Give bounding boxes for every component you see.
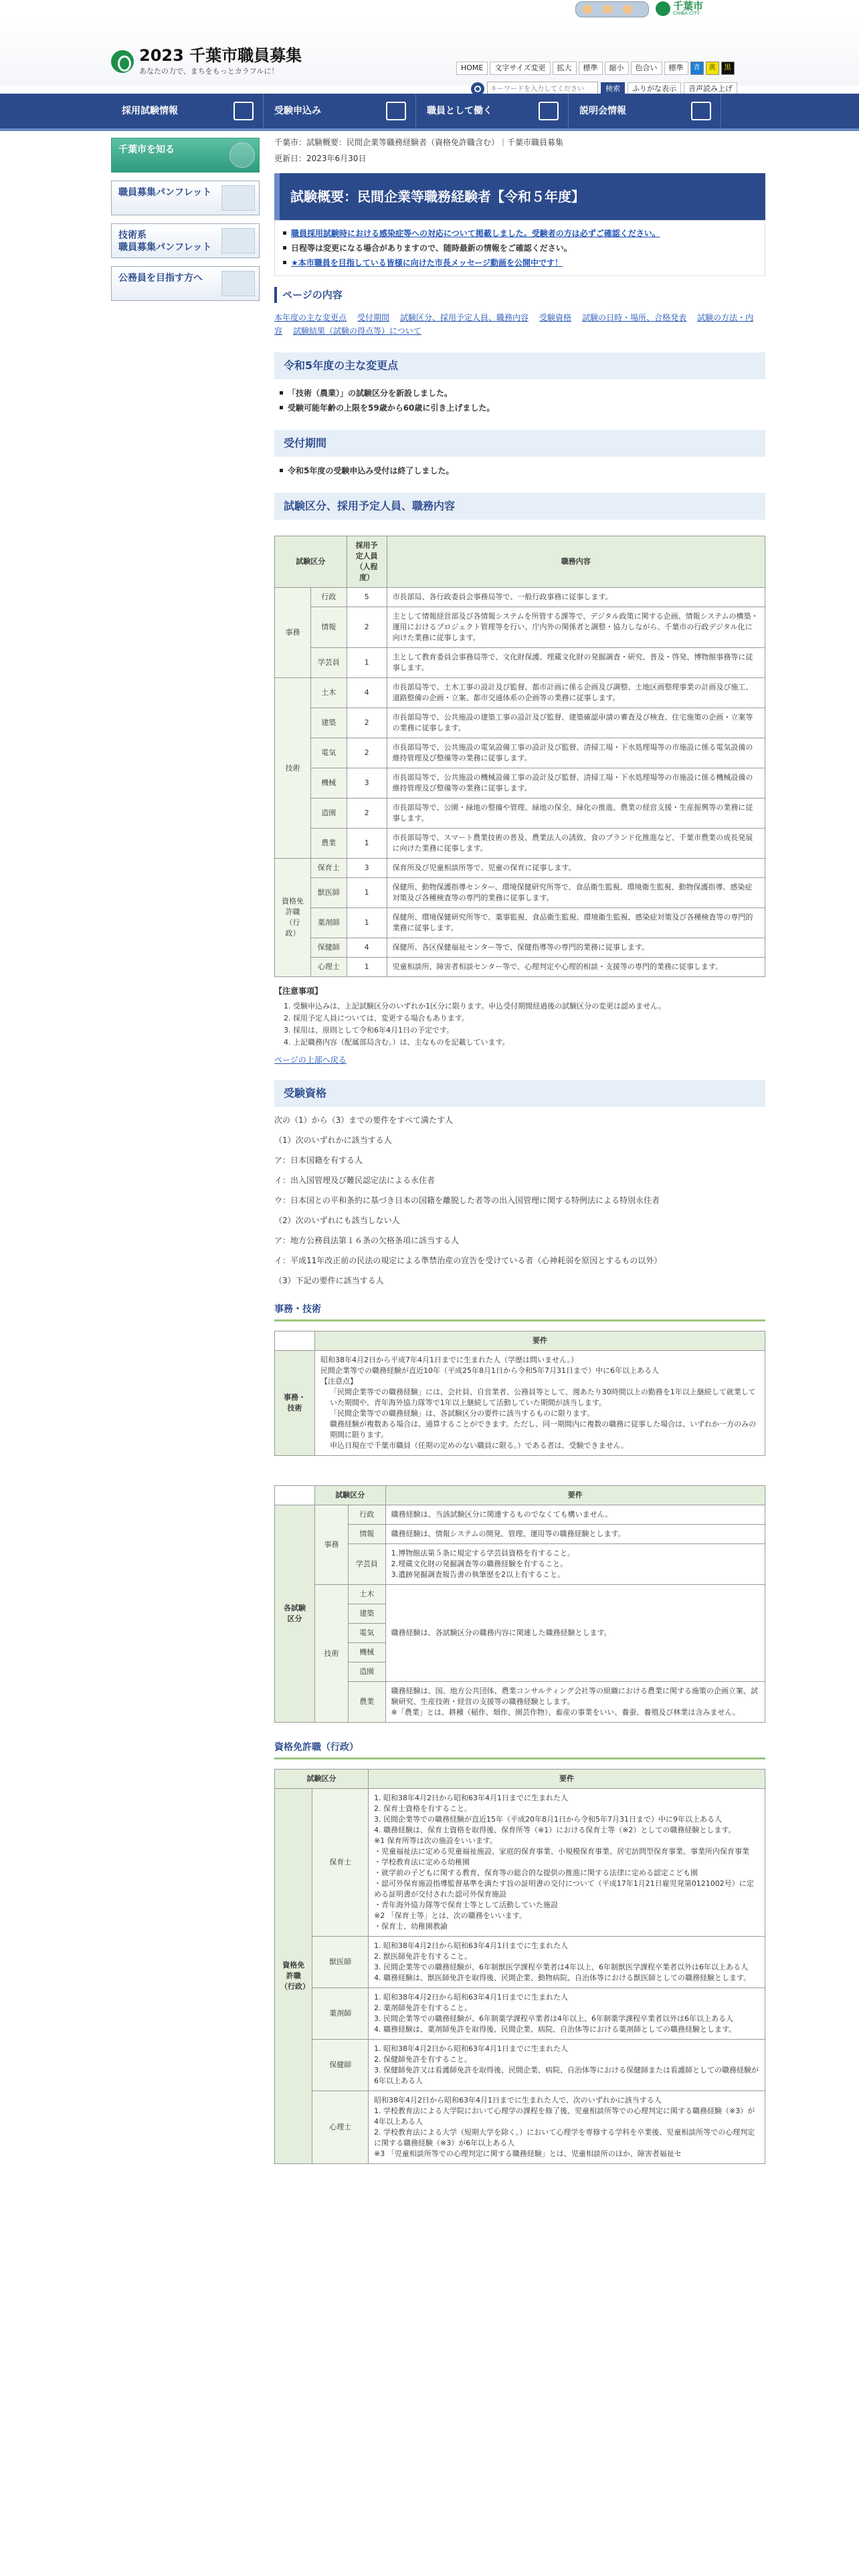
- table-header: 要件: [385, 1486, 765, 1505]
- list-item: 昭和38年4月2日から昭和63年4月1日までに生まれた人で、次のいずれかに該当する人: [374, 2096, 662, 2105]
- requirements-list: [374, 1992, 759, 2035]
- category-cell: 薬剤師: [312, 1988, 369, 2040]
- list-item: 職務経験が複数ある場合は、通算することができます。ただし、同一期間内に複数の職務に従事した場合は、いずれか一方のみの期間に限ります。: [330, 1420, 757, 1439]
- list-item: 3. 民間企業等での職務経験が直近15年（平成20年8月1日から令和5年7月31日まで）中に9年以上ある人: [374, 1815, 722, 1824]
- notice-item: 日程等は変更になる場合がありますので、随時最新の情報をご確認ください。: [283, 241, 757, 255]
- list-item: ※2 「保育士等」とは、次の職務をいいます。: [374, 1911, 527, 1920]
- category-cell: 機械: [349, 1643, 386, 1662]
- section-heading-period: 受付期間: [274, 430, 765, 457]
- list-item: ※1 保育所等は次の施設をいいます。: [374, 1836, 497, 1845]
- table-row: [275, 1544, 765, 1585]
- count-cell: 1: [347, 829, 387, 859]
- table-header: 要件: [369, 1769, 765, 1789]
- paragraph: ア：地方公務員法第１６条の欠格条項に該当する人: [274, 1236, 460, 1245]
- table-row: [275, 958, 765, 977]
- requirements-list: [374, 2044, 759, 2086]
- paragraph: （2）次のいずれにも該当しない人: [274, 1216, 400, 1225]
- count-cell: 2: [347, 798, 387, 829]
- count-cell: 3: [347, 768, 387, 798]
- list-item: ・学校教育法に定める幼稚園: [374, 1858, 470, 1866]
- category-cell: 土木: [349, 1585, 386, 1604]
- duties-cell: 市長部局等で、公園・緑地の整備や管理、緑地の保全、緑化の推進、農業の経営支援・生産振興等の業務に従事します。: [387, 798, 765, 829]
- category-cell: 建築: [311, 708, 347, 738]
- list-item: 3. 民間企業等での職務経験が、6年制薬学課程卒業者は4年以上、6年制薬学課程卒業者以外は6年以上ある人: [374, 2014, 733, 2023]
- category-cell: 情報: [349, 1525, 386, 1544]
- table-row: [275, 588, 765, 607]
- briefcase-icon: [539, 102, 559, 120]
- color-blue-button[interactable]: 青: [690, 62, 704, 75]
- list-item: 2. 学校教育法による大学（短期大学を除く。）において心理学を専修する学科を卒業後、児童相談所等での心理判定に関する職務経験（※3）が6年以上ある人: [374, 2128, 755, 2147]
- requirements-cell: [369, 1789, 765, 1937]
- category-cell: 農業: [349, 1682, 386, 1723]
- nav-label: 説明会情報: [579, 106, 626, 116]
- list-item: 民間企業等での職務経験が直近10年（平成25年8月1日から令和5年7月31日まで）中に6年以上ある人: [320, 1366, 659, 1375]
- table-row: [275, 1585, 765, 1604]
- table-row: [275, 878, 765, 908]
- list-item: ※3 「児童相談所等での心理判定に関する職務経験」とは、児童相談所のほか、障害者福祉セ: [374, 2149, 682, 2158]
- category-cell: 薬剤師: [311, 908, 347, 938]
- count-cell: 2: [347, 607, 387, 648]
- requirements-cell: [315, 1351, 765, 1456]
- notes-heading: 【注意事項】: [274, 986, 323, 996]
- list-item: 2. 保育士資格を有すること。: [374, 1804, 472, 1813]
- category-cell: 電気: [349, 1624, 386, 1643]
- count-cell: 2: [347, 708, 387, 738]
- requirements-cell: [369, 2040, 765, 2091]
- category-cell: 造園: [311, 798, 347, 829]
- nav-work[interactable]: [416, 94, 569, 128]
- people-icon: [221, 271, 255, 296]
- main-content: [274, 136, 765, 2164]
- requirements-list: [374, 1793, 759, 1932]
- table-row: [275, 798, 765, 829]
- category-cell: 情報: [311, 607, 347, 648]
- requirements-list: [374, 2095, 759, 2159]
- paragraph: 次の（1）から（3）までの要件をすべて満たす人: [274, 1115, 454, 1125]
- table-header-empty: [275, 1331, 315, 1351]
- list-item: ・児童福祉法に定める児童福祉施設、家庭的保育事業、小規模保育事業、居宅訪問型保育事業、事業所内保育事業: [374, 1847, 749, 1856]
- duties-cell: 主として情報経営部及び各情報システムを所管する課等で、デジタル政策に関する企画、情報システムの構築・運用におけるプロジェクト管理等を行い、庁内外の関係者と調整・協力しながら、千葉市の行政デジタル化に向けた業務に従事します。: [387, 607, 765, 648]
- table-row: [275, 2040, 765, 2091]
- nav-label: 職員として働く: [427, 106, 492, 116]
- sidebar-pamphlet[interactable]: [111, 181, 260, 215]
- requirements-list: [374, 1941, 759, 1983]
- section-heading-changes: 令和5年度の主な変更点: [274, 352, 765, 379]
- category-cell: 保育士: [311, 859, 347, 878]
- color-label: 色合い: [631, 62, 662, 75]
- table-row: [275, 1525, 765, 1544]
- category-cell: 心理士: [312, 2091, 369, 2164]
- requirements-cell: 職務経験は、当該試験区分に関連するものでなくても構いません。: [385, 1505, 765, 1525]
- presentation-icon: [691, 102, 711, 120]
- list-item: 昭和38年4月2日から平成7年4月1日までに生まれた人（学歴は問いません。）: [320, 1356, 579, 1364]
- list-item: 3. 保健師免許又は看護師免許を取得後、民間企業、病院、自治体等における保健師または看護師としての職務経験が6年以上ある人: [374, 2066, 759, 2085]
- pamphlet-icon: [221, 185, 255, 211]
- group-cell: 資格免許職（行政）: [275, 859, 311, 977]
- duties-cell: 保健所、動物保護指導センター、環境保健研究所等で、食品衛生監視、環境衛生監視、動物保護指導、感染症対策及び各種検査等の専門的業務に従事します。: [387, 878, 765, 908]
- duties-cell: 主として教育委員会事務局等で、文化財保護、埋蔵文化財の発掘調査・研究、普及・啓発、博物館事務等に従事します。: [387, 648, 765, 678]
- list-item: ・青年海外協力隊等で保育士等として活動していた施設: [374, 1901, 558, 1909]
- table-row: [275, 829, 765, 859]
- table-row: [275, 708, 765, 738]
- paragraph: （1）次のいずれかに該当する人: [274, 1136, 392, 1145]
- category-cell: 行政: [311, 588, 347, 607]
- sidebar-label: 職員募集パンフレット: [118, 187, 212, 198]
- qualification-text: [274, 1113, 765, 1287]
- table-header: 採用予定人員（人程度）: [347, 536, 387, 588]
- voice-read-button[interactable]: 音声読み上げ: [684, 82, 737, 96]
- emblem-icon: [229, 142, 255, 168]
- list-item: 3. 採用は、原則として令和6年4月1日の予定です。: [293, 1025, 765, 1037]
- count-cell: 2: [347, 738, 387, 768]
- count-cell: 1: [347, 958, 387, 977]
- sidebar-aspiring[interactable]: [111, 266, 260, 301]
- category-cell: 学芸員: [311, 648, 347, 678]
- table-header: 試験区分: [315, 1486, 386, 1505]
- sidebar-label: 技術系 職員募集パンフレット: [118, 230, 212, 253]
- category-cell: 行政: [349, 1505, 386, 1525]
- requirements-cell: 職務経験は、各試験区分の職務内容に関連した職務経験とします。: [385, 1585, 765, 1682]
- table-row: [275, 607, 765, 648]
- list-item: 申込日現在で千葉市職員（任期の定めのない職員に限る。）である者は、受験できません。: [330, 1441, 629, 1450]
- section-heading-categories: 試験区分、採用予定人員、職務内容: [274, 493, 765, 520]
- list-item: 1. 昭和38年4月2日から昭和63年4月1日までに生まれた人: [374, 1794, 568, 1802]
- list-item: 1. 受験申込みは、上記試験区分のいずれか1区分に限ります。申込受付期間経過後の試験区分の変更は認めません。: [293, 1000, 765, 1012]
- city-name-en: CHIBA CITY: [673, 11, 700, 16]
- category-cell: 獣医師: [312, 1937, 369, 1988]
- notice-box: [274, 220, 765, 276]
- list-item: 1. 学校教育法による大学院において心理学の課程を修了後、児童相談所等での心理判定に関する職務経験（※3）が4年以上ある人: [374, 2107, 755, 2126]
- paragraph: （3）下記の要件に該当する人: [274, 1276, 384, 1285]
- chiba-city-logo[interactable]: [656, 1, 703, 16]
- list-item: 令和5年度の受験申込み受付は終了しました。: [274, 463, 765, 478]
- site-header: [0, 19, 859, 93]
- category-cell: 電気: [311, 738, 347, 768]
- table-row: [275, 2091, 765, 2164]
- list-item: 「民間企業等での職務経験」には、会社員、自営業者、公務員等として、週あたり30時間以上の勤務を1年以上継続して就業していた期間や、青年海外協力隊等で1年以上継続して活動していた期間が該当します。: [330, 1388, 756, 1407]
- category-cell: 保育士: [312, 1789, 369, 1937]
- pencil-icon: [233, 102, 254, 120]
- category-cell: 保健師: [312, 2040, 369, 2091]
- sidebar-label: 公務員を目指す方へ: [118, 273, 203, 284]
- table-row: [275, 1789, 765, 1937]
- toc-link[interactable]: 受験資格: [539, 313, 572, 322]
- duties-cell: 市長部局等で、土木工事の設計及び監督、都市計画に係る企画及び調整、土地区画整理事業の計画及び施工、道路整備の企画・立案、都市交通体系の企画等の業務に従事します。: [387, 678, 765, 708]
- count-cell: 3: [347, 859, 387, 878]
- category-cell: 造園: [349, 1662, 386, 1682]
- requirements-cell: [369, 1988, 765, 2040]
- paragraph: ウ：日本国との平和条約に基づき日本の国籍を離脱した者等の出入国管理に関する特例法による特別永住者: [274, 1196, 660, 1205]
- toc-link[interactable]: 本年度の主な変更点: [274, 313, 347, 322]
- category-cell: 獣医師: [311, 878, 347, 908]
- updated-date: 更新日：2023年6月30日: [274, 154, 367, 163]
- toc-link[interactable]: 試験結果（試験の得点等）について: [293, 326, 421, 336]
- count-cell: 4: [347, 678, 387, 708]
- font-standard-button[interactable]: 標準: [579, 62, 603, 75]
- table-row: [275, 678, 765, 708]
- list-item: 4. 上記職務内容（配属部局含む。）は、主なものを記載しています。: [293, 1037, 765, 1049]
- count-cell: 1: [347, 878, 387, 908]
- requirements-cell: [369, 1937, 765, 1988]
- table-header: 試験区分: [275, 536, 347, 588]
- city-name: 千葉市: [673, 0, 704, 12]
- back-to-top-link[interactable]: ページの上部へ戻る: [274, 1055, 347, 1065]
- table-row: [275, 908, 765, 938]
- list-item: 受験可能年齢の上限を59歳から60歳に引き上げました。: [274, 401, 765, 415]
- search-button[interactable]: 検索: [601, 82, 625, 96]
- category-cell: 農業: [311, 829, 347, 859]
- sidebar-tech-pamphlet[interactable]: [111, 223, 260, 258]
- table-header: 要件: [315, 1331, 765, 1351]
- top-strip: [0, 0, 859, 19]
- toc-link[interactable]: 受付期間: [357, 313, 390, 322]
- list-item: 1. 昭和38年4月2日から昭和63年4月1日までに生まれた人: [374, 2044, 568, 2053]
- group-cell: 技術: [275, 678, 311, 859]
- notice-item[interactable]: 職員採用試験時における感染症等への対応について掲載しました。受験者の方は必ずご確認ください。: [283, 226, 757, 241]
- count-cell: 5: [347, 588, 387, 607]
- emblem-icon: [111, 50, 134, 73]
- site-logo[interactable]: [111, 47, 302, 76]
- subsection-heading-jimu: 事務・技術: [274, 1302, 765, 1321]
- section-heading-qualification: 受験資格: [274, 1080, 765, 1107]
- duties-cell: 市長部局等で、公共施設の建築工事の設計及び監督、建築確認申請の審査及び検査、住宅施策の企画・立案等の業務に従事します。: [387, 708, 765, 738]
- row-label: 各試験区分: [275, 1505, 315, 1723]
- furigana-button[interactable]: ふりがな表示: [628, 82, 681, 96]
- table-header: 試験区分: [275, 1769, 369, 1789]
- font-size-label: 文字サイズ変更: [490, 62, 550, 75]
- table-row: [275, 1505, 765, 1525]
- table-row: [275, 1988, 765, 2040]
- site-title: 2023 千葉市職員募集: [139, 46, 302, 65]
- nav-briefing[interactable]: [569, 94, 721, 128]
- sidebar-label: 千葉市を知る: [118, 144, 175, 155]
- category-cell: 建築: [349, 1604, 386, 1624]
- duties-cell: 市長部局、各行政委員会事務局等で、一般行政事務に従事します。: [387, 588, 765, 607]
- table-row: [275, 738, 765, 768]
- breadcrumb: 千葉市：試験概要：民間企業等職務経験者（資格免許職含む）｜千葉市職員募集: [274, 138, 564, 147]
- license-requirements-table: [274, 1769, 765, 2164]
- category-cell: 土木: [311, 678, 347, 708]
- period-list: [274, 463, 765, 478]
- list-item: 4. 職務経験は、薬剤師免許を取得後、民間企業、病院、自治体等における薬剤師としての職務経験とします。: [374, 2025, 737, 2034]
- list-item: 1. 昭和38年4月2日から昭和63年4月1日までに生まれた人: [374, 1993, 568, 2002]
- duties-cell: 保健所、各区保健福祉センター等で、保健指導等の専門的業務に従事します。: [387, 938, 765, 958]
- font-enlarge-button[interactable]: 拡大: [553, 62, 577, 75]
- paragraph: イ：平成11年改正前の民法の規定による準禁治産の宣告を受けている者（心神耗弱を原因とするもの以外）: [274, 1256, 662, 1265]
- list-item: ・認可外保育施設指導監督基準を満たす旨の証明書の交付について（平成17年1月21日雇児発第0121002号）に定める証明書が交付された認可外保育施設: [374, 1879, 754, 1899]
- pamphlet-icon: [221, 228, 255, 253]
- group-cell: 事務: [315, 1505, 349, 1585]
- jimu-requirements-table: [274, 1331, 765, 1456]
- toc-link[interactable]: 試験の日時・場所、合格発表: [582, 313, 687, 322]
- category-cell: 保健師: [311, 938, 347, 958]
- table-row: [275, 768, 765, 798]
- group-cell: 事務: [275, 588, 311, 678]
- table-row: [275, 1682, 765, 1723]
- list-item: 4. 職務経験は、獣医師免許を取得後、民間企業、動物病院、自治体等における獣医師としての職務経験とします。: [374, 1973, 751, 1982]
- paragraph: ア：日本国籍を有する人: [274, 1156, 363, 1165]
- subsection-heading-shikaku: 資格免許職（行政）: [274, 1740, 765, 1759]
- table-row: [275, 859, 765, 878]
- toc-link[interactable]: 試験の方法・内容: [274, 313, 754, 336]
- list-item: 2. 採用予定人員については、変更する場合もあります。: [293, 1012, 765, 1025]
- changes-list: [274, 386, 765, 415]
- color-black-button[interactable]: 黒: [721, 62, 735, 75]
- group-cell: 技術: [315, 1585, 349, 1723]
- count-cell: 4: [347, 938, 387, 958]
- duties-cell: 保育所及び児童相談所等で、児童の保育に従事します。: [387, 859, 765, 878]
- duties-cell: 児童相談所、障害者相談センター等で、心理判定や心理的相談・支援等の専門的業務に従事します。: [387, 958, 765, 977]
- mouse-icon: [386, 102, 406, 120]
- category-cell: 機械: [311, 768, 347, 798]
- duties-cell: 保健所、環境保健研究所等で、薬事監視、食品衛生監視、環境衛生監視、感染症対策及び各種検査等の専門的業務に従事します。: [387, 908, 765, 938]
- count-cell: 1: [347, 648, 387, 678]
- nav-exam-info[interactable]: [111, 94, 264, 128]
- requirements-cell: 職務経験は、情報システムの開発、管理、運用等の職務経験とします。: [385, 1525, 765, 1544]
- requirements-cell: 職務経験は、国、地方公共団体、農業コンサルティング会社等の組織における農業に関する施策の企画立案、試験研究、生産技術・経営の支援等の職務経験とします。 ※「農業」とは、耕種（稲作、畑作、園芸作物）、畜産の事業をいい、養蚕、養殖及び林業は含みません。: [385, 1682, 765, 1723]
- city-emblem-icon: [656, 1, 670, 16]
- home-link[interactable]: HOME: [456, 62, 488, 75]
- list-item: 4. 職務経験は、保育士資格を取得後、保育所等（※1）における保育士等（※2）としての職務経験とします。: [374, 1826, 736, 1834]
- duties-cell: 市長部局等で、公共施設の電気設備工事の設計及び監督、清掃工場・下水処理場等の市施設に係る電気設備の維持管理及び整備等の業務に従事します。: [387, 738, 765, 768]
- category-requirements-table: [274, 1485, 765, 1723]
- list-item: ・就学前の子どもに関する教育、保育等の総合的な提供の推進に関する法律に定める認定こども園: [374, 1868, 698, 1877]
- nav-apply[interactable]: [264, 94, 416, 128]
- count-cell: 1: [347, 908, 387, 938]
- page-title: 試験概要：民間企業等職務経験者【令和５年度】: [274, 173, 765, 220]
- nav-label: 採用試験情報: [122, 106, 178, 116]
- categories-table: [274, 536, 765, 977]
- list-item: 「技術（農業）」の試験区分を新設しました。: [274, 386, 765, 401]
- mascot-illustration: [575, 1, 649, 17]
- color-yellow-button[interactable]: 黄: [706, 62, 719, 75]
- font-shrink-button[interactable]: 縮小: [605, 62, 629, 75]
- table-header-empty: [275, 1486, 315, 1505]
- sidebar-know-chiba[interactable]: [111, 138, 260, 173]
- table-row: [275, 648, 765, 678]
- list-item: 2. 獣医師免許を有すること。: [374, 1952, 472, 1961]
- table-row: [275, 1937, 765, 1988]
- notes-list: [274, 1000, 765, 1049]
- table-header: 職務内容: [387, 536, 765, 588]
- sidebar: [111, 138, 260, 309]
- list-item: 1. 昭和38年4月2日から昭和63年4月1日までに生まれた人: [374, 1941, 568, 1950]
- list-item: 「民間企業等での職務経験」は、各試験区分の要件に該当するものに限ります。: [330, 1409, 595, 1418]
- row-label: 資格免許職（行政）: [275, 1789, 312, 2164]
- requirements-cell: [369, 2091, 765, 2164]
- list-item: 2. 保健師免許を有すること。: [374, 2055, 472, 2064]
- row-label: 事務・技術: [275, 1351, 315, 1456]
- toc-heading: ページの内容: [274, 287, 765, 303]
- color-standard-button[interactable]: 標準: [664, 62, 688, 75]
- list-item: 【注意点】: [320, 1377, 357, 1386]
- category-cell: 心理士: [311, 958, 347, 977]
- toc-link[interactable]: 試験区分、採用予定人員、職務内容: [400, 313, 529, 322]
- site-subtitle: あなたの力で、まちをもっとカラフルに！: [139, 67, 279, 76]
- list-item: 2. 薬剤師免許を有すること。: [374, 2004, 472, 2012]
- utility-bar: [456, 62, 735, 75]
- requirements-cell: 1.博物館法第５条に規定する学芸員資格を有すること。 2.埋蔵文化財の発掘調査等の職務経験を有すること。 3.遺跡発掘調査報告書の執筆歴を2以上有すること。: [385, 1544, 765, 1585]
- toc: [274, 311, 765, 338]
- category-cell: 学芸員: [349, 1544, 386, 1585]
- duties-cell: 市長部局等で、スマート農業技術の普及、農業法人の誘致、食のブランド化推進など、千葉市農業の成長発展に向けた業務に従事します。: [387, 829, 765, 859]
- paragraph: イ：出入国管理及び難民認定法による永住者: [274, 1176, 436, 1185]
- nav-label: 受験申込み: [274, 106, 321, 116]
- duties-cell: 市長部局等で、公共施設の機械設備工事の設計及び監督、清掃工場・下水処理場等の市施設に係る機械設備の維持管理及び整備等の業務に従事します。: [387, 768, 765, 798]
- table-row: [275, 938, 765, 958]
- list-item: ・保育士、幼稚園教諭: [374, 1922, 448, 1931]
- global-nav: [0, 94, 859, 131]
- notice-item[interactable]: ★本市職員を目指している皆様に向けた市長メッセージ動画を公開中です！: [283, 255, 757, 270]
- list-item: 3. 民間企業等での職務経験が、6年制獣医学課程卒業者は4年以上、6年制獣医学課程卒業者以外は6年以上ある人: [374, 1963, 748, 1971]
